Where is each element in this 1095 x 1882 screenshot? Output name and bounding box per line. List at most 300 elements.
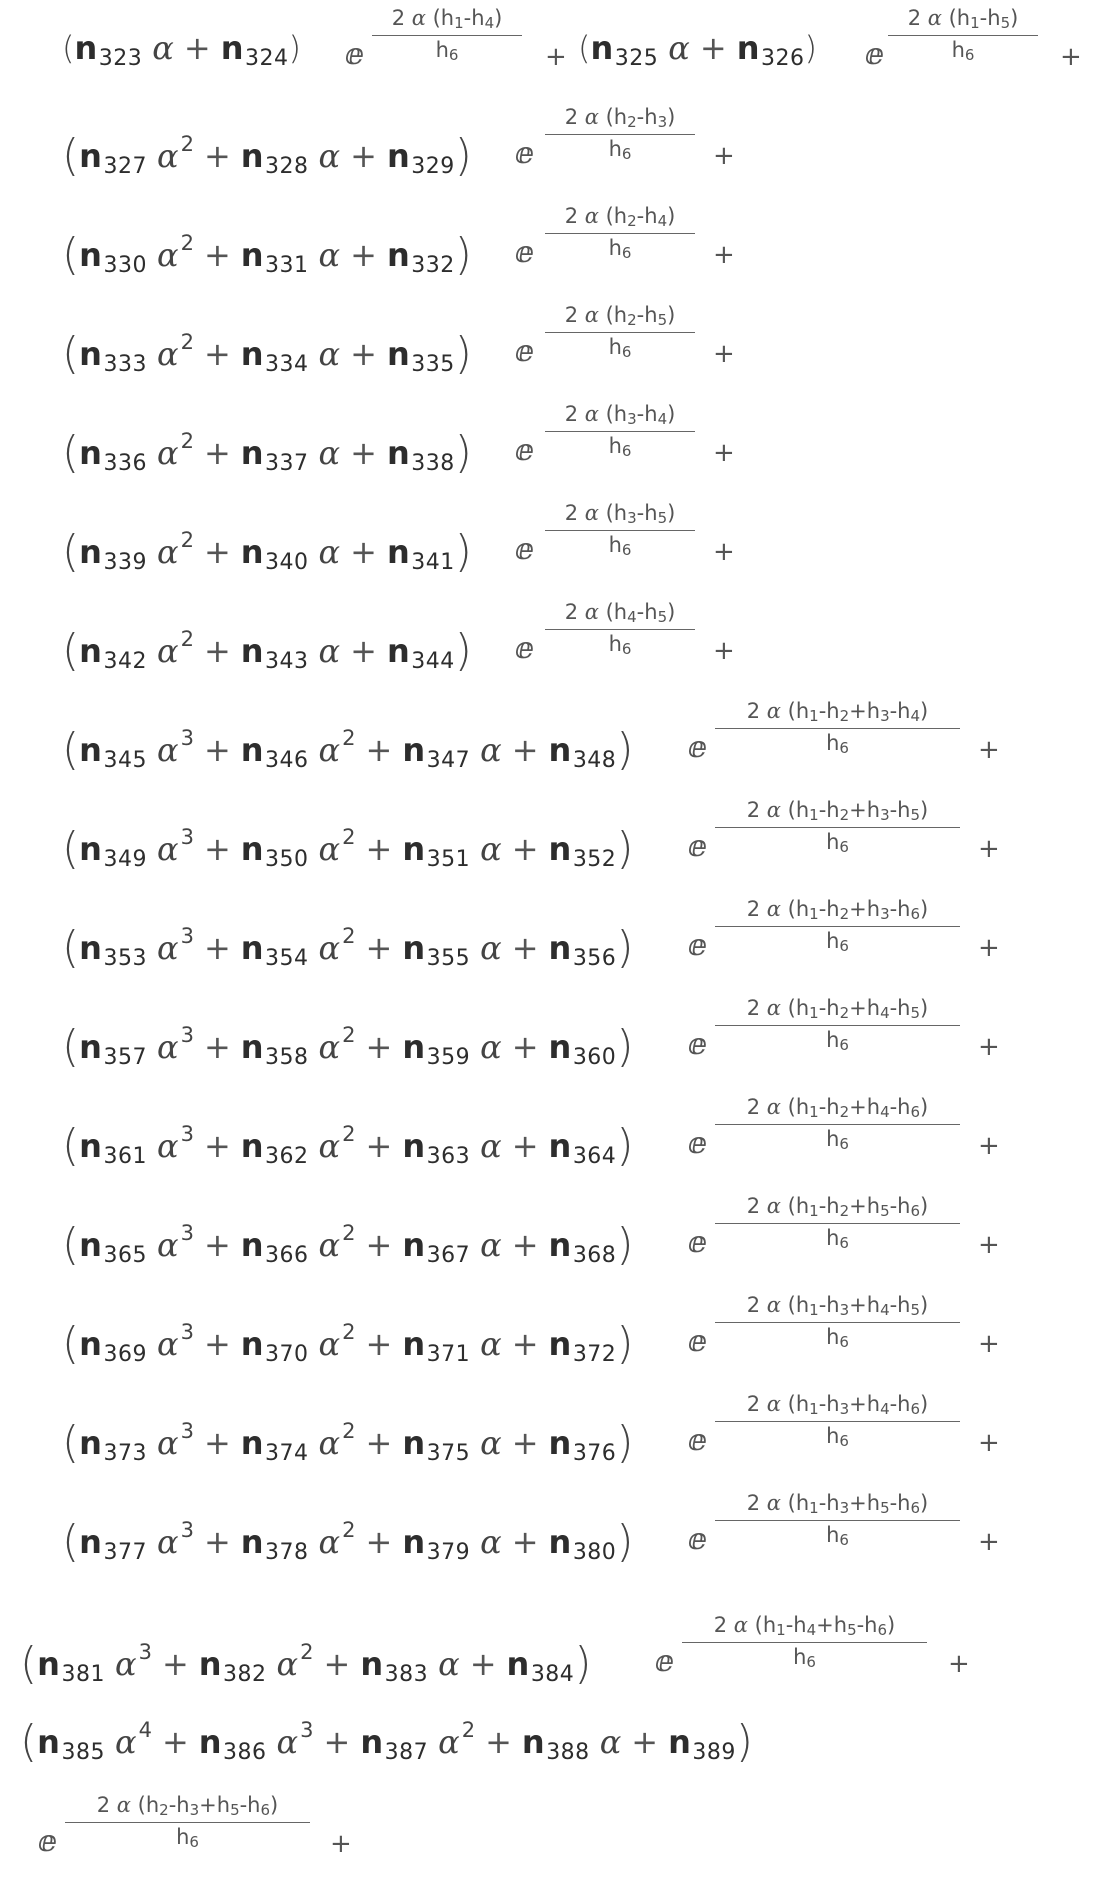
exponential-e: ⅇ (345, 37, 365, 72)
fraction-bar (545, 332, 695, 333)
exponential-e: ⅇ (515, 235, 535, 270)
h-index: 6 (839, 739, 849, 757)
h-index: 1 (970, 14, 980, 32)
plus-operator: + (203, 1523, 231, 1561)
exponential-e: ⅇ (688, 928, 708, 963)
alpha-symbol: $\alpha^2$ (438, 1718, 476, 1761)
plus-operator: + (631, 1723, 659, 1761)
term-row-cubic-8 (62, 1417, 634, 1468)
fraction-bar (715, 728, 960, 729)
alpha-symbol: α (599, 1723, 622, 1761)
alpha-symbol: $\alpha^2$ (156, 231, 194, 274)
coefficient-index: 347 (426, 748, 471, 773)
h-index: 3 (880, 905, 890, 923)
alpha-symbol: α (480, 1523, 502, 1561)
alpha-exponent: 2 (180, 330, 194, 354)
alpha-exponent: 2 (342, 1320, 356, 1344)
h-index: 3 (839, 1301, 850, 1319)
plus-operator: + (978, 735, 1000, 765)
coefficient-index: 363 (426, 1144, 471, 1169)
close-paren: ) (616, 1417, 634, 1468)
fraction-bar (545, 233, 695, 234)
close-paren: ) (454, 130, 472, 181)
plus-operator: + (365, 1523, 393, 1561)
alpha-symbol: $\alpha^2$ (276, 1640, 314, 1683)
fraction-denominator: $h_6$ (826, 731, 849, 757)
plus-operator: + (365, 1226, 393, 1264)
plus-operator: + (365, 1028, 393, 1066)
plus-operator: + (469, 1645, 497, 1683)
coefficient-index: 337 (265, 451, 309, 476)
coefficient-index: 387 (384, 1740, 429, 1765)
coefficient-index: 344 (411, 649, 455, 674)
coefficient-n: $n_{332}$ (386, 236, 455, 278)
alpha-symbol: α (480, 830, 502, 868)
open-paren: ( (62, 328, 80, 379)
exponent-fraction (545, 600, 695, 658)
plus-operator: + (323, 1723, 351, 1761)
h-index: 5 (657, 608, 668, 626)
plus-operator: + (350, 236, 377, 274)
coefficient-index: 331 (265, 253, 309, 278)
coefficient-index: 367 (426, 1243, 471, 1268)
h-index: 4 (880, 1301, 890, 1319)
h-index: 6 (621, 442, 632, 460)
coefficient-n: $n_{348}$ (548, 731, 617, 773)
plus-operator: + (978, 1131, 1000, 1161)
open-paren: ( (62, 29, 75, 67)
alpha-symbol: $\alpha^2$ (156, 528, 194, 571)
coefficient-n: $n_{339}$ (79, 533, 147, 575)
h-index: 1 (776, 1621, 786, 1639)
fraction-bar (715, 926, 960, 927)
alpha-symbol: $\alpha^3$ (156, 825, 194, 868)
fraction-numerator: 2 α $(h_3-h_4)$ (564, 402, 676, 428)
coefficient-n: $n_{351}$ (402, 830, 471, 872)
exponent-fraction (715, 1194, 960, 1252)
fraction-bar (372, 35, 522, 36)
alpha-symbol: $\alpha^4$ (114, 1718, 152, 1761)
fraction-denominator: $h_6$ (793, 1645, 816, 1671)
alpha-exponent: 3 (180, 1122, 194, 1146)
fraction-numerator: 2 α $(h_2-h_4)$ (564, 204, 676, 230)
alpha-exponent: 3 (180, 825, 194, 849)
coefficient-index: 353 (103, 946, 147, 971)
coefficient-n: $n_{380}$ (548, 1523, 617, 1565)
plus-operator: + (978, 1428, 1000, 1458)
coefficient-index: 366 (265, 1243, 309, 1268)
open-paren: ( (62, 1120, 80, 1171)
plus-operator: + (365, 1424, 393, 1462)
coefficient-n: $n_{329}$ (386, 137, 455, 179)
coefficient-index: 357 (103, 1045, 147, 1070)
fraction-denominator: $h_6$ (826, 1325, 849, 1351)
term-row-cubic-7 (62, 1318, 634, 1369)
h-index: 1 (809, 1004, 819, 1022)
h-index: 4 (910, 707, 921, 725)
coefficient-index: 361 (103, 1144, 147, 1169)
coefficient-index: 343 (265, 649, 309, 674)
alpha-exponent: 2 (342, 1419, 356, 1443)
alpha-symbol: $\alpha^3$ (156, 1320, 194, 1363)
exponent-fraction (715, 1491, 960, 1549)
alpha-exponent: 2 (180, 132, 194, 156)
alpha-symbol: α (480, 1424, 502, 1462)
coefficient-index: 369 (103, 1342, 147, 1367)
open-paren: ( (62, 526, 80, 577)
fraction-numerator: 2 α $(h_1-h_4)$ (391, 6, 503, 32)
exponent-fraction (545, 105, 695, 163)
fraction-bar (545, 530, 695, 531)
close-paren: ) (804, 29, 817, 67)
h-index: 5 (910, 1301, 921, 1319)
alpha-symbol: α (766, 699, 781, 723)
alpha-symbol: $\alpha^2$ (156, 429, 194, 472)
coefficient-n: $n_{333}$ (79, 335, 147, 377)
h-index: 6 (839, 1036, 849, 1054)
open-paren: ( (62, 427, 80, 478)
coefficient-index: 379 (426, 1540, 471, 1565)
alpha-symbol: α (766, 1095, 781, 1119)
coefficient-n: $n_{378}$ (240, 1523, 309, 1565)
h-index: 1 (809, 707, 819, 725)
alpha-symbol: $\alpha^2$ (318, 1419, 356, 1462)
alpha-symbol: α (318, 434, 341, 472)
coefficient-n: $n_{388}$ (521, 1723, 590, 1765)
h-index: 6 (910, 1103, 921, 1121)
alpha-symbol: α (584, 501, 599, 525)
coefficient-n: $n_{337}$ (240, 434, 309, 476)
alpha-symbol: α (480, 929, 502, 967)
h-index: 5 (657, 509, 668, 527)
alpha-exponent: 2 (342, 1023, 356, 1047)
coefficient-index: 376 (572, 1441, 617, 1466)
plus-operator: + (978, 1032, 1000, 1062)
exponent-fraction (545, 303, 695, 361)
plus-operator: + (365, 1325, 393, 1363)
term-row-1a (62, 29, 301, 71)
alpha-symbol: $\alpha^3$ (156, 1419, 194, 1462)
fraction-numerator: 2 α $(h_1-h_3+h_4-h_6)$ (746, 1392, 929, 1418)
close-paren: ) (616, 823, 634, 874)
close-paren: ) (616, 1021, 634, 1072)
coefficient-index: 348 (572, 748, 617, 773)
coefficient-n: $n_{358}$ (240, 1028, 309, 1070)
coefficient-n: $n_{376}$ (548, 1424, 617, 1466)
coefficient-index: 380 (572, 1540, 617, 1565)
coefficient-n: $n_{371}$ (402, 1325, 471, 1367)
coefficient-n: $n_{343}$ (240, 632, 309, 674)
open-paren: ( (62, 1417, 80, 1468)
exponent-fraction (65, 1793, 310, 1851)
exponential-e: ⅇ (865, 37, 885, 72)
h-index: 2 (839, 1004, 850, 1022)
coefficient-n: $n_{377}$ (79, 1523, 147, 1565)
exponential-e: ⅇ (688, 1027, 708, 1062)
h-index: 1 (809, 1301, 819, 1319)
exponential-e: ⅇ (655, 1644, 675, 1679)
alpha-symbol: α (766, 996, 781, 1020)
alpha-symbol: $\alpha^3$ (156, 1518, 194, 1561)
close-paren: ) (288, 29, 301, 67)
plus-operator: + (1060, 42, 1082, 72)
coefficient-n: $n_{331}$ (240, 236, 309, 278)
h-index: 6 (839, 1531, 849, 1549)
plus-operator: + (350, 335, 377, 373)
h-index: 5 (847, 1621, 857, 1639)
fraction-bar (545, 629, 695, 630)
open-paren: ( (62, 922, 80, 973)
coefficient-index: 385 (61, 1740, 105, 1765)
term-row-quartic (20, 1716, 754, 1767)
fraction-denominator: $h_6$ (608, 137, 632, 163)
fraction-denominator: $h_6$ (608, 236, 632, 262)
term-row-3 (62, 229, 472, 280)
plus-operator: + (203, 137, 231, 175)
alpha-symbol: $\alpha^3$ (156, 1122, 194, 1165)
coefficient-index: 326 (760, 46, 805, 71)
fraction-numerator: 2 α $(h_2-h_3)$ (564, 105, 676, 131)
plus-operator: + (161, 1723, 189, 1761)
plus-operator: + (511, 731, 539, 769)
alpha-symbol: $\alpha^2$ (318, 1320, 356, 1363)
h-index: 6 (964, 46, 975, 64)
alpha-symbol: α (584, 303, 599, 327)
exponent-fraction (682, 1613, 927, 1671)
term-row-7 (62, 625, 472, 676)
plus-operator: + (350, 632, 377, 670)
h-index: 3 (627, 410, 637, 428)
coefficient-n: $n_{346}$ (240, 731, 309, 773)
h-index: 2 (159, 1801, 169, 1819)
fraction-bar (545, 431, 695, 432)
h-index: 4 (880, 1400, 890, 1418)
fraction-numerator: 2 α $(h_1-h_2+h_3-h_6)$ (746, 897, 929, 923)
h-index: 6 (621, 244, 632, 262)
alpha-symbol: α (480, 1325, 502, 1363)
coefficient-n: $n_{383}$ (360, 1645, 429, 1687)
coefficient-index: 383 (384, 1662, 429, 1687)
plus-operator: + (511, 830, 539, 868)
h-index: 3 (880, 806, 890, 824)
h-index: 4 (627, 608, 637, 626)
alpha-symbol: $\alpha^2$ (318, 1122, 356, 1165)
exponential-e: ⅇ (515, 433, 535, 468)
alpha-symbol: α (766, 1293, 781, 1317)
coefficient-n: $n_{336}$ (79, 434, 147, 476)
coefficient-n: $n_{365}$ (79, 1226, 147, 1268)
exponent-fraction (715, 897, 960, 955)
alpha-symbol: $\alpha^3$ (276, 1718, 314, 1761)
h-index: 6 (621, 640, 632, 658)
fraction-denominator: $h_6$ (826, 1424, 849, 1450)
fraction-bar (715, 1520, 960, 1521)
coefficient-n: $n_{324}$ (220, 29, 289, 71)
exponent-fraction (715, 699, 960, 757)
coefficient-index: 328 (265, 154, 309, 179)
h-index: 4 (880, 1004, 890, 1022)
h-index: 2 (839, 1103, 850, 1121)
plus-operator: + (203, 335, 231, 373)
alpha-symbol: α (318, 335, 341, 373)
plus-operator: + (365, 1127, 393, 1165)
coefficient-index: 388 (546, 1740, 590, 1765)
plus-operator: + (203, 1028, 231, 1066)
term-row-1b (578, 29, 817, 71)
fraction-numerator: 2 α $(h_1-h_3+h_4-h_5)$ (746, 1293, 929, 1319)
coefficient-index: 352 (572, 847, 617, 872)
h-index: 1 (809, 1202, 819, 1220)
coefficient-index: 373 (103, 1441, 147, 1466)
plus-operator: + (713, 339, 735, 369)
coefficient-index: 362 (265, 1144, 309, 1169)
plus-operator: + (350, 137, 377, 175)
h-index: 1 (809, 806, 819, 824)
exponential-e: ⅇ (688, 829, 708, 864)
exponent-fraction (715, 996, 960, 1054)
h-index: 6 (877, 1621, 888, 1639)
h-index: 6 (448, 46, 459, 64)
plus-operator: + (511, 1127, 539, 1165)
h-index: 2 (839, 1202, 850, 1220)
term-row-cubic-3 (62, 922, 634, 973)
alpha-symbol: α (766, 798, 781, 822)
fraction-bar (715, 1322, 960, 1323)
h-index: 1 (454, 14, 464, 32)
fraction-numerator: 2 α $(h_1-h_2+h_3-h_5)$ (746, 798, 929, 824)
alpha-symbol: $\alpha^2$ (156, 132, 194, 175)
h-index: 4 (880, 1103, 890, 1121)
exponent-fraction (715, 1095, 960, 1153)
h-index: 6 (839, 838, 849, 856)
plus-operator: + (713, 240, 735, 270)
h-index: 5 (230, 1801, 240, 1819)
coefficient-n: $n_{389}$ (668, 1723, 736, 1765)
coefficient-n: $n_{357}$ (79, 1028, 147, 1070)
close-paren: ) (454, 427, 472, 478)
exponential-e: ⅇ (688, 1126, 708, 1161)
exponential-e: ⅇ (515, 136, 535, 171)
fraction-denominator: $h_6$ (608, 632, 632, 658)
h-index: 5 (657, 311, 668, 329)
alpha-symbol: α (733, 1613, 748, 1637)
term-row-6 (62, 526, 472, 577)
plus-operator: + (203, 1325, 231, 1363)
plus-operator: + (978, 933, 1000, 963)
fraction-numerator: 2 α $(h_3-h_5)$ (564, 501, 676, 527)
coefficient-index: 375 (426, 1441, 471, 1466)
plus-operator: + (183, 29, 211, 67)
plus-operator: + (330, 1829, 352, 1859)
alpha-symbol: α (480, 731, 502, 769)
coefficient-index: 327 (103, 154, 147, 179)
plus-operator: + (511, 929, 539, 967)
h-index: 1 (809, 1400, 819, 1418)
open-paren: ( (62, 1021, 80, 1072)
coefficient-index: 365 (103, 1243, 147, 1268)
close-paren: ) (616, 1516, 634, 1567)
plus-operator: + (511, 1424, 539, 1462)
alpha-symbol: $\alpha^3$ (114, 1640, 152, 1683)
fraction-numerator: 2 α $(h_1-h_2+h_4-h_5)$ (746, 996, 929, 1022)
fraction-bar (65, 1822, 310, 1823)
open-paren: ( (62, 625, 80, 676)
plus-operator: + (203, 1424, 231, 1462)
coefficient-n: $n_{352}$ (548, 830, 617, 872)
plus-operator: + (948, 1649, 970, 1679)
alpha-exponent: 3 (180, 1419, 194, 1443)
exponential-e: ⅇ (688, 1423, 708, 1458)
plus-operator: + (978, 834, 1000, 864)
h-index: 3 (880, 707, 890, 725)
alpha-symbol: α (584, 204, 599, 228)
coefficient-n: $n_{375}$ (402, 1424, 471, 1466)
coefficient-index: 360 (572, 1045, 617, 1070)
plus-operator: + (203, 929, 231, 967)
coefficient-index: 372 (572, 1342, 617, 1367)
close-paren: ) (454, 328, 472, 379)
coefficient-index: 325 (614, 46, 659, 71)
fraction-bar (682, 1642, 927, 1643)
coefficient-n: $n_{386}$ (198, 1723, 267, 1765)
coefficient-index: 370 (265, 1342, 309, 1367)
h-index: 5 (910, 1004, 921, 1022)
coefficient-n: $n_{350}$ (240, 830, 309, 872)
alpha-symbol: α (927, 6, 942, 30)
alpha-symbol: α (438, 1645, 460, 1683)
alpha-symbol: $\alpha^3$ (156, 1221, 194, 1264)
exponent-fraction (715, 1293, 960, 1351)
alpha-symbol: α (116, 1793, 131, 1817)
alpha-symbol: $\alpha^2$ (318, 825, 356, 868)
coefficient-index: 355 (426, 946, 471, 971)
plus-operator: + (365, 929, 393, 967)
fraction-numerator: 2 α $(h_1-h_4+h_5-h_6)$ (713, 1613, 896, 1639)
alpha-symbol: α (318, 236, 341, 274)
coefficient-index: 374 (265, 1441, 309, 1466)
alpha-exponent: 4 (138, 1718, 152, 1742)
plus-operator: + (350, 533, 377, 571)
fraction-denominator: $h_6$ (826, 929, 849, 955)
h-index: 2 (627, 311, 637, 329)
coefficient-n: $n_{354}$ (240, 929, 309, 971)
plus-operator: + (978, 1527, 1000, 1557)
fraction-bar (715, 1025, 960, 1026)
alpha-exponent: 3 (180, 1320, 194, 1344)
plus-operator: + (203, 830, 231, 868)
coefficient-n: $n_{356}$ (548, 929, 617, 971)
coefficient-index: 332 (411, 253, 455, 278)
h-index: 5 (1000, 14, 1011, 32)
exponential-e: ⅇ (688, 1225, 708, 1260)
coefficient-index: 342 (103, 649, 147, 674)
term-row-5 (62, 427, 472, 478)
coefficient-n: $n_{384}$ (506, 1645, 575, 1687)
h-index: 3 (657, 113, 668, 131)
exponential-e: ⅇ (515, 334, 535, 369)
coefficient-n: $n_{379}$ (402, 1523, 471, 1565)
open-paren: ( (62, 229, 80, 280)
h-index: 4 (484, 14, 495, 32)
alpha-symbol: α (766, 1392, 781, 1416)
coefficient-n: $n_{340}$ (240, 533, 309, 575)
coefficient-index: 386 (223, 1740, 267, 1765)
fraction-denominator: $h_6$ (608, 335, 632, 361)
fraction-numerator: 2 α $(h_1-h_5)$ (907, 6, 1019, 32)
coefficient-index: 340 (265, 550, 309, 575)
coefficient-n: $n_{327}$ (79, 137, 147, 179)
plus-operator: + (511, 1226, 539, 1264)
